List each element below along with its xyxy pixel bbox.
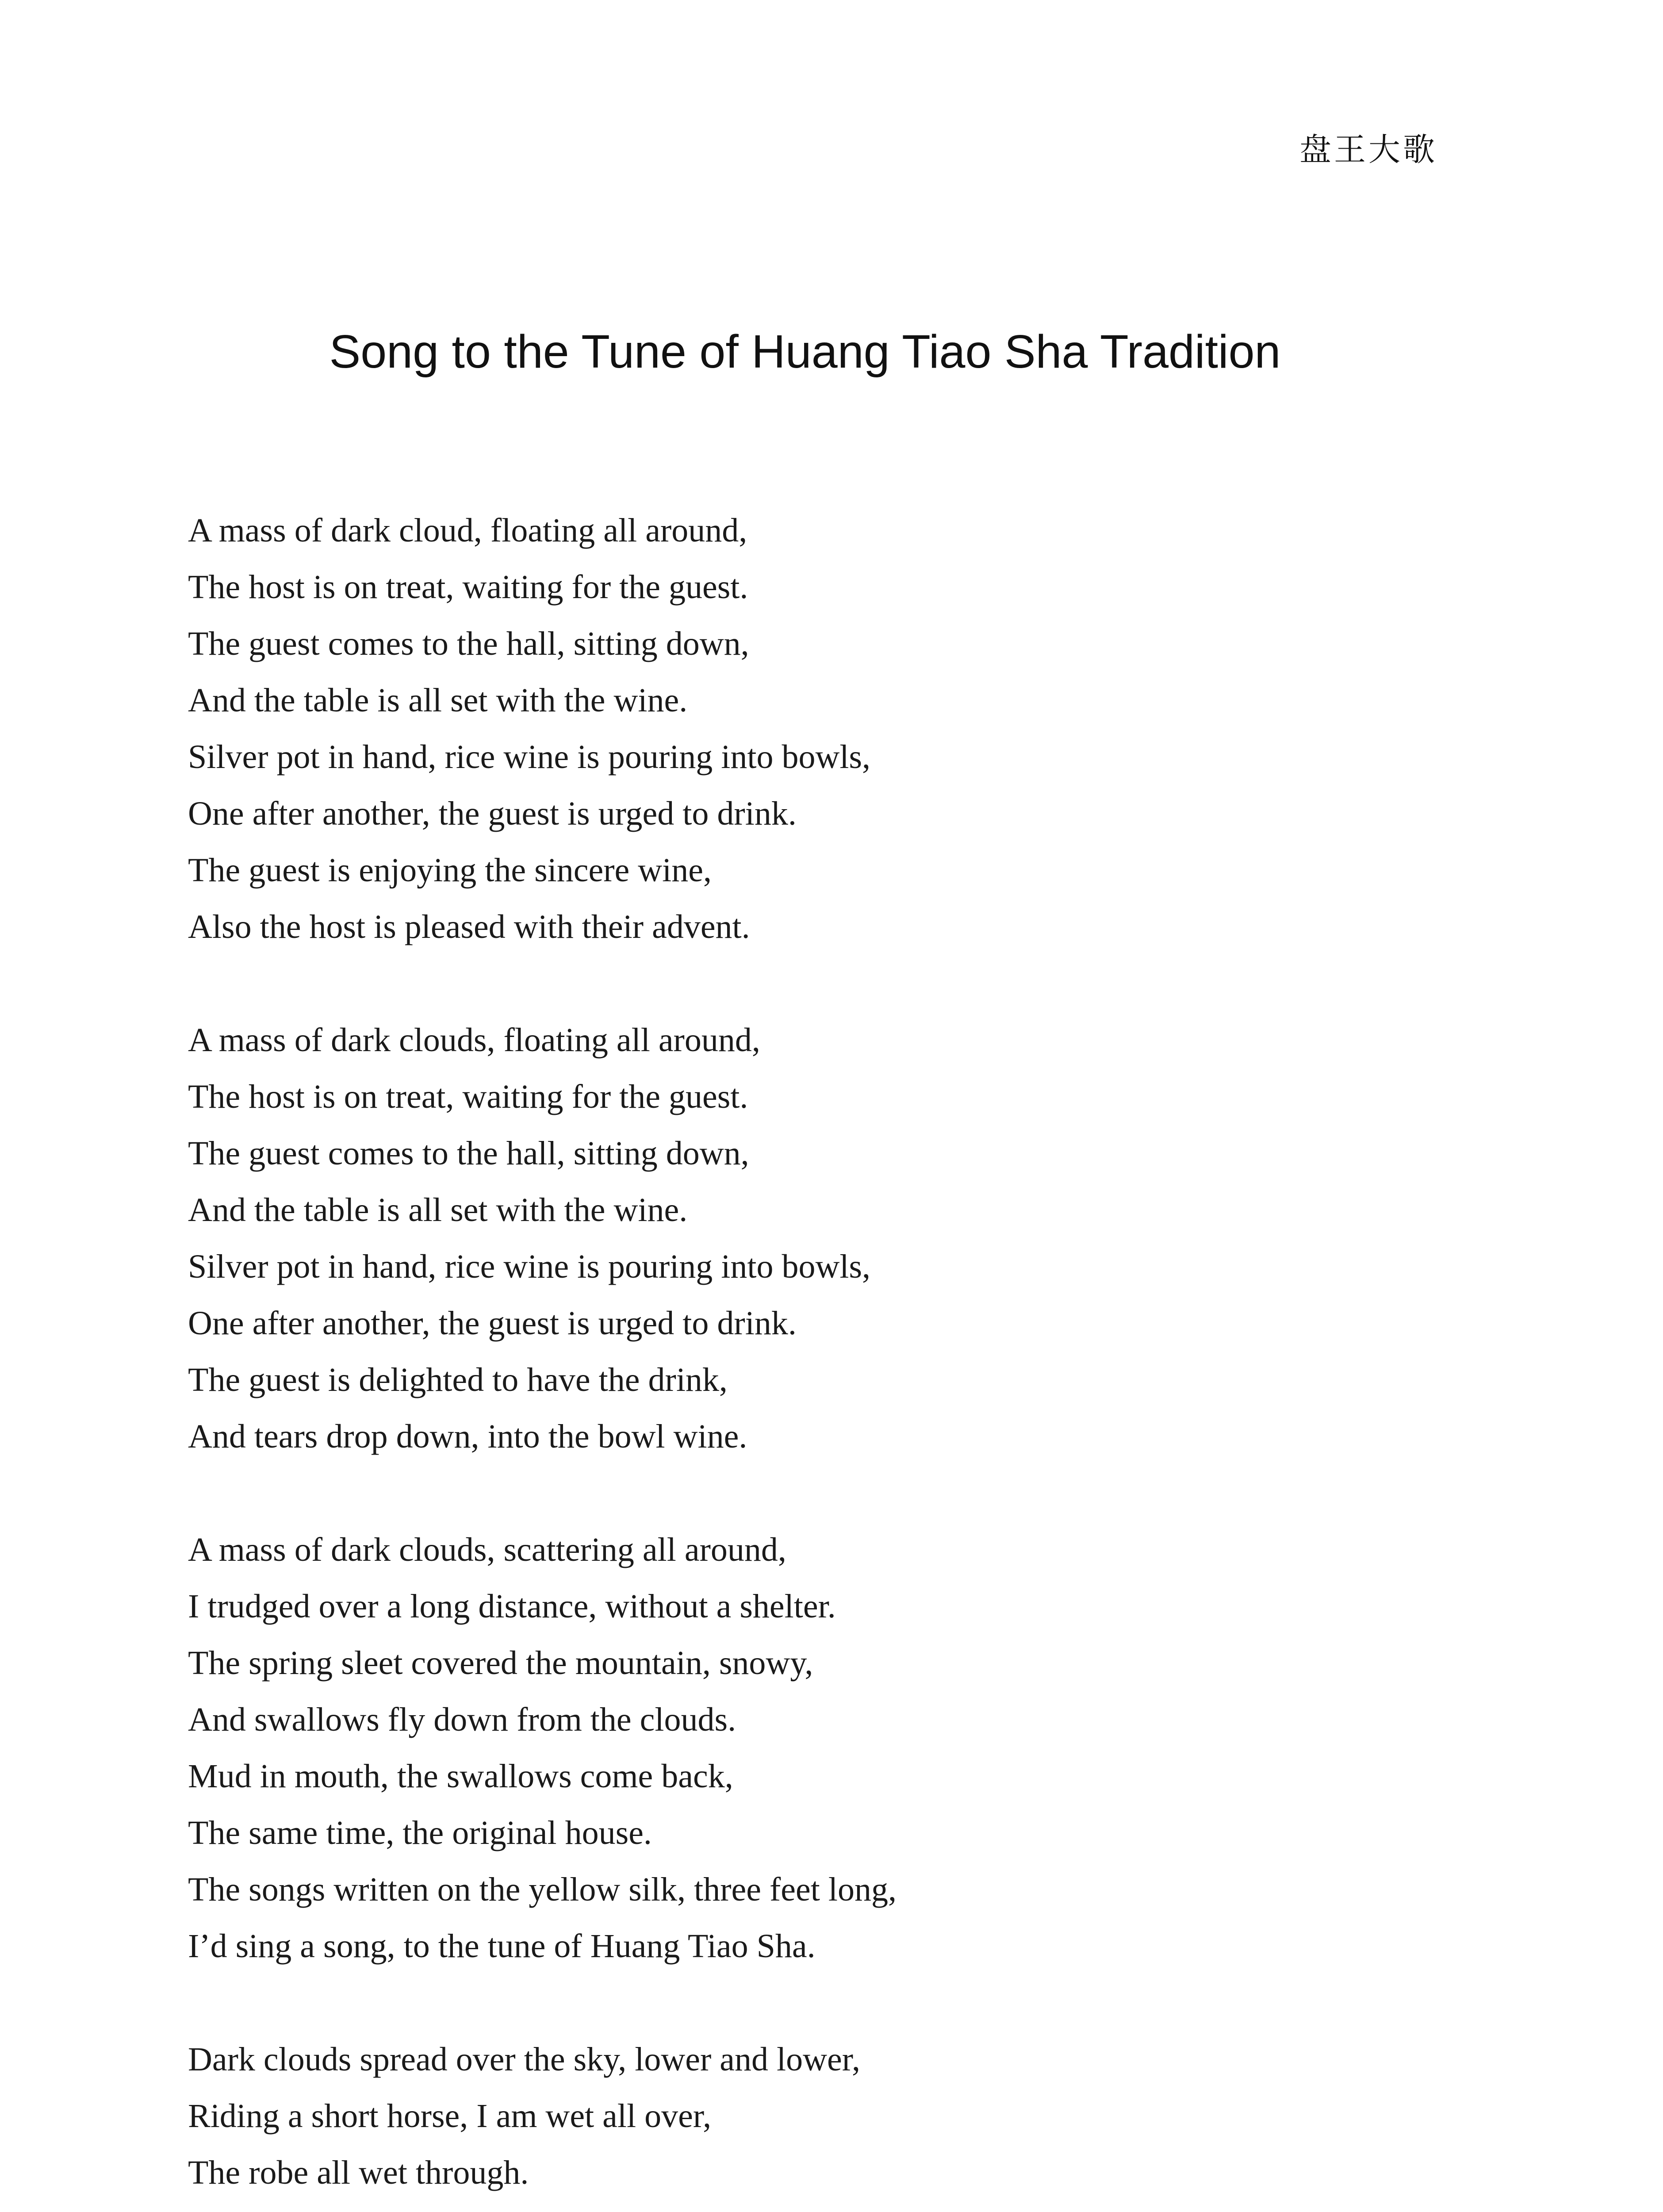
poem-line: Mud in mouth, the swallows come back, <box>188 1758 733 1795</box>
poem-line: One after another, the guest is urged to drink. <box>188 1305 797 1342</box>
stanza <box>188 502 897 955</box>
poem-line: Silver pot in hand, rice wine is pouring into bowls, <box>188 738 871 776</box>
poem-line: The guest is enjoying the sincere wine, <box>188 852 712 889</box>
poem-line: Riding a short horse, I am wet all over, <box>188 2097 712 2135</box>
poem-line: A mass of dark clouds, scattering all around, <box>188 1531 786 1568</box>
poem-line: I’d sing a song, to the tune of Huang Tiao Sha. <box>188 1928 816 1965</box>
poem-line: I trudged over a long distance, without a shelter. <box>188 1588 836 1625</box>
poem-line: The guest is delighted to have the drink, <box>188 1361 728 1398</box>
poem-line: Silver pot in hand, rice wine is pouring into bowls, <box>188 1248 871 1285</box>
poem-line: The host is on treat, waiting for the guest. <box>188 568 748 606</box>
poem-title: Song to the Tune of Huang Tiao Sha Tradition <box>329 326 1281 378</box>
poem-line: And the table is all set with the wine. <box>188 682 688 719</box>
poem-line: The spring sleet covered the mountain, snowy, <box>188 1644 813 1682</box>
poem-line: A mass of dark cloud, floating all around, <box>188 512 747 549</box>
poem-line: A mass of dark clouds, floating all around, <box>188 1022 760 1059</box>
poem-line: The guest comes to the hall, sitting down, <box>188 1135 749 1172</box>
poem-body <box>188 502 897 2212</box>
poem-line: Also the host is pleased with their advent. <box>188 908 750 945</box>
poem-line: And tears drop down, into the bowl wine. <box>188 1418 747 1455</box>
running-header: 盘王大歌 <box>1299 131 1437 168</box>
poem-line: One after another, the guest is urged to drink. <box>188 795 797 832</box>
poem-line: The host is on treat, waiting for the guest. <box>188 1078 748 1115</box>
poem-line: And swallows fly down from the clouds. <box>188 1701 736 1738</box>
poem-line: Dark clouds spread over the sky, lower and lower, <box>188 2041 860 2078</box>
stanza <box>188 2031 897 2201</box>
poem-line: And the table is all set with the wine. <box>188 1191 688 1229</box>
poem-line: The songs written on the yellow silk, three feet long, <box>188 1871 897 1908</box>
poem-line: The robe all wet through. <box>188 2154 529 2191</box>
stanza <box>188 1012 897 1465</box>
poem-line: The guest comes to the hall, sitting down, <box>188 625 749 662</box>
stanza <box>188 1521 897 1974</box>
poem-line: The same time, the original house. <box>188 1814 652 1851</box>
